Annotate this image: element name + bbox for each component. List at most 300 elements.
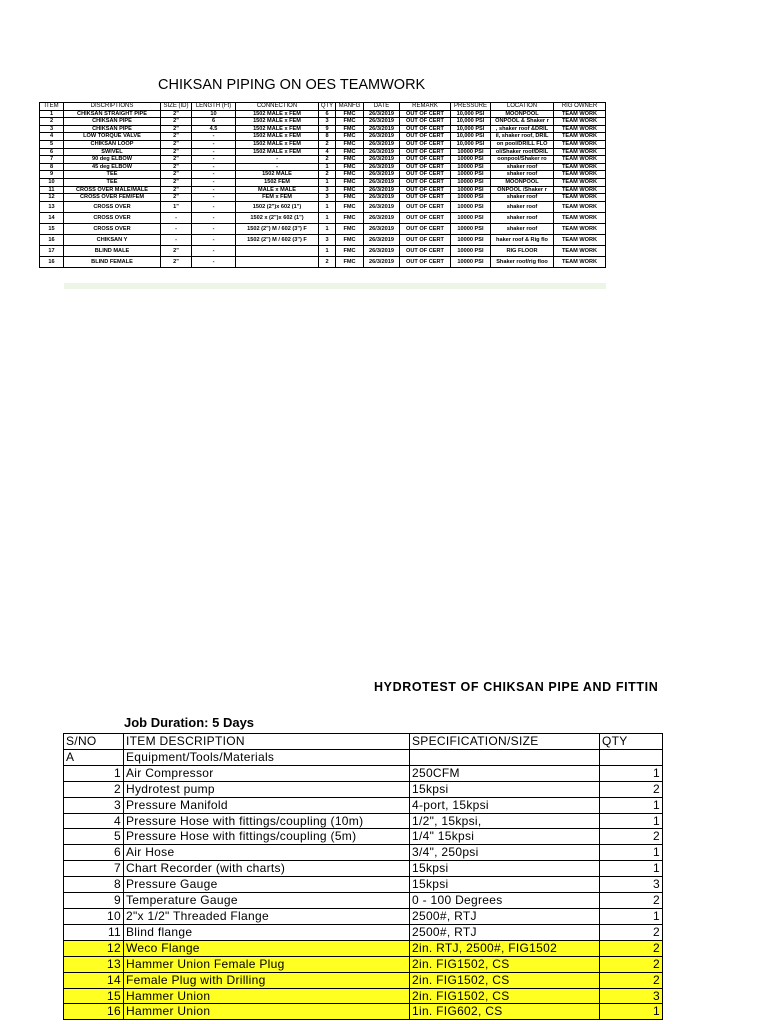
table-cell: 2" [161, 163, 192, 171]
table-cell: FMC [336, 234, 364, 245]
item-qty: 3 [600, 988, 663, 1004]
table-row [64, 1004, 663, 1020]
table-row [40, 178, 606, 186]
table-row [40, 140, 606, 148]
item-description: Air Hose [124, 845, 410, 861]
table-cell: 2" [161, 133, 192, 141]
table-cell: 10000 PSI [451, 201, 491, 212]
table-cell: - [192, 201, 236, 212]
item-description: Female Plug with Drilling [124, 972, 410, 988]
table-cell: 1502 MALE x FEM [236, 148, 319, 156]
table-cell: 1 [319, 163, 336, 171]
table-cell: 26/3/2019 [364, 201, 400, 212]
table-cell: 13 [40, 201, 64, 212]
table-cell: shaker roof [491, 223, 554, 234]
table-cell: 1 [319, 201, 336, 212]
table-cell: 1 [319, 212, 336, 223]
item-qty: 2 [600, 829, 663, 845]
table-cell: 10000 PSI [451, 234, 491, 245]
table-cell: - [192, 245, 236, 256]
table-cell: - [161, 212, 192, 223]
table-cell: FMC [336, 156, 364, 164]
table-cell: 2 [40, 118, 64, 126]
table-cell: - [192, 156, 236, 164]
table-cell: OUT OF CERT [400, 256, 451, 267]
table-cell: 10000 PSI [451, 148, 491, 156]
table-cell: - [161, 234, 192, 245]
table-cell: 16 [40, 256, 64, 267]
table-cell: 10000 PSI [451, 163, 491, 171]
table-cell: 1 [319, 178, 336, 186]
column-header: S/NO [64, 734, 124, 750]
item-qty: 1 [600, 765, 663, 781]
table-cell: 26/3/2019 [364, 156, 400, 164]
table-cell: MALE x MALE [236, 186, 319, 194]
table-cell: 10000 PSI [451, 171, 491, 179]
table-row [64, 956, 663, 972]
table-row [40, 156, 606, 164]
table-cell: 45 deg ELBOW [64, 163, 161, 171]
table-row [64, 861, 663, 877]
table-cell: 2 [319, 140, 336, 148]
item-specification: 1/4" 15kpsi [410, 829, 600, 845]
table-cell: TEAM WORK [554, 186, 606, 194]
item-specification: 2in. FIG1502, CS [410, 956, 600, 972]
table-cell: 2" [161, 245, 192, 256]
table-cell: TEAM WORK [554, 110, 606, 118]
item-description: 2"x 1/2" Threaded Flange [124, 908, 410, 924]
table-row [40, 245, 606, 256]
item-description: Pressure Hose with fittings/coupling (5m) [124, 829, 410, 845]
table-cell: shaker roof [491, 171, 554, 179]
row-number: 15 [64, 988, 124, 1004]
table-cell: FMC [336, 163, 364, 171]
table-cell: 26/3/2019 [364, 194, 400, 202]
table-cell: 10,000 PSI [451, 118, 491, 126]
table-cell: 1 [40, 110, 64, 118]
table-cell: 2" [161, 148, 192, 156]
table-cell: CROSS OVER [64, 201, 161, 212]
group-row [64, 749, 663, 765]
item-description: Chart Recorder (with charts) [124, 861, 410, 877]
row-number: 2 [64, 781, 124, 797]
table-cell: 2" [161, 178, 192, 186]
table-cell: 3 [319, 234, 336, 245]
column-header: SPECIFICATION/SIZE [410, 734, 600, 750]
table-cell: - [161, 223, 192, 234]
item-qty: 1 [600, 845, 663, 861]
table-cell: 10,000 PSI [451, 140, 491, 148]
table-row [40, 212, 606, 223]
item-description: Temperature Gauge [124, 893, 410, 909]
item-description: Blind flange [124, 924, 410, 940]
item-description: Hydrotest pump [124, 781, 410, 797]
column-header: LOCATION [491, 103, 554, 111]
item-qty: 1 [600, 813, 663, 829]
table-cell: TEAM WORK [554, 140, 606, 148]
column-header: QTY [600, 734, 663, 750]
table-row [64, 893, 663, 909]
table-cell: CHIKSAN Y [64, 234, 161, 245]
table-row [40, 194, 606, 202]
table-cell: CHIKSAN PIPE [64, 125, 161, 133]
table-cell: 5 [40, 140, 64, 148]
item-specification: 2in. RTJ, 2500#, FIG1502 [410, 940, 600, 956]
table-cell: TEAM WORK [554, 156, 606, 164]
item-specification: 1in. FIG602, CS [410, 1004, 600, 1020]
table-cell: 10,000 PSI [451, 133, 491, 141]
table-cell: CROSS OVER MALE/MALE [64, 186, 161, 194]
table-cell: TEAM WORK [554, 178, 606, 186]
table-cell: OUT OF CERT [400, 194, 451, 202]
row-number: 6 [64, 845, 124, 861]
column-header: DISCRIPTIONS [64, 103, 161, 111]
table-cell: FMC [336, 110, 364, 118]
table-cell: OUT OF CERT [400, 140, 451, 148]
table-cell: 90 deg ELBOW [64, 156, 161, 164]
table-cell: 26/3/2019 [364, 140, 400, 148]
table-cell: 4 [40, 133, 64, 141]
table-cell [410, 749, 600, 765]
table-cell: OUT OF CERT [400, 156, 451, 164]
column-header: RIG OWNER [554, 103, 606, 111]
item-specification: 15kpsi [410, 781, 600, 797]
table-cell: TEAM WORK [554, 223, 606, 234]
table-cell: FMC [336, 194, 364, 202]
table-cell: 1502 MALE x FEM [236, 125, 319, 133]
column-header: ITEM [40, 103, 64, 111]
table-row [40, 171, 606, 179]
table-cell: 10000 PSI [451, 256, 491, 267]
item-description: Hammer Union [124, 1004, 410, 1020]
table-cell: A [64, 749, 124, 765]
table-cell: 26/3/2019 [364, 133, 400, 141]
section-title: HYDROTEST OF CHIKSAN PIPE AND FITTIN [374, 680, 659, 694]
table-cell: shaker roof [491, 201, 554, 212]
table-cell: BLIND MALE [64, 245, 161, 256]
table-cell: FMC [336, 201, 364, 212]
table-cell [236, 245, 319, 256]
table-cell: 2 [319, 256, 336, 267]
table-cell: TEE [64, 171, 161, 179]
table-row [40, 125, 606, 133]
table-cell: 12 [40, 194, 64, 202]
row-number: 12 [64, 940, 124, 956]
table-cell: Shaker roof/rig floo [491, 256, 554, 267]
table-cell: OUT OF CERT [400, 133, 451, 141]
table-cell: 26/3/2019 [364, 256, 400, 267]
table-cell: FMC [336, 140, 364, 148]
table-cell: OUT OF CERT [400, 118, 451, 126]
table-cell: MOONPOOL [491, 178, 554, 186]
item-description: Pressure Manifold [124, 797, 410, 813]
table-cell: 6 [40, 148, 64, 156]
table-cell: 6 [192, 118, 236, 126]
row-number: 11 [64, 924, 124, 940]
column-header: DATE [364, 103, 400, 111]
table-cell: CHIKSAN STRAIGHT PIPE [64, 110, 161, 118]
column-header: LENGTH (Ft) [192, 103, 236, 111]
table-row [64, 797, 663, 813]
table-cell [236, 256, 319, 267]
table-cell: 2" [161, 186, 192, 194]
table-cell: - [192, 171, 236, 179]
table-cell: 10,000 PSI [451, 110, 491, 118]
item-qty: 1 [600, 861, 663, 877]
table-cell: 26/3/2019 [364, 148, 400, 156]
table-row [64, 781, 663, 797]
table-cell: 1 [319, 245, 336, 256]
table-cell: FMC [336, 186, 364, 194]
table-cell: 2" [161, 256, 192, 267]
table-row [64, 829, 663, 845]
table-cell: CROSS OVER FEM/FEM [64, 194, 161, 202]
table-cell: shaker roof [491, 163, 554, 171]
table-cell: OUT OF CERT [400, 148, 451, 156]
table-cell: FMC [336, 125, 364, 133]
table-cell: 3 [319, 194, 336, 202]
item-qty: 1 [600, 908, 663, 924]
item-description: Hammer Union Female Plug [124, 956, 410, 972]
row-number: 3 [64, 797, 124, 813]
hydrotest-table [63, 733, 663, 1020]
table-cell: 3 [319, 118, 336, 126]
table-cell: 1502 (2")x 602 (1") [236, 201, 319, 212]
item-specification: 2500#, RTJ [410, 924, 600, 940]
table-cell: - [192, 212, 236, 223]
table-cell: - [192, 186, 236, 194]
chiksan-table [39, 102, 606, 268]
table-row [40, 234, 606, 245]
item-qty: 3 [600, 877, 663, 893]
table-cell: FMC [336, 118, 364, 126]
table-cell: 26/3/2019 [364, 125, 400, 133]
item-specification: 15kpsi [410, 877, 600, 893]
table-cell: 4 [319, 148, 336, 156]
table-cell: - [192, 140, 236, 148]
table-cell: - [236, 156, 319, 164]
table-cell: TEAM WORK [554, 163, 606, 171]
row-number: 13 [64, 956, 124, 972]
table-cell: 10000 PSI [451, 156, 491, 164]
table-cell: TEAM WORK [554, 234, 606, 245]
table-row [64, 877, 663, 893]
table-header-row [64, 734, 663, 750]
table-cell: 9 [319, 125, 336, 133]
table-cell: 11 [40, 186, 64, 194]
table-cell: CROSS OVER [64, 223, 161, 234]
table-row [64, 845, 663, 861]
table-cell: 2" [161, 194, 192, 202]
table-cell: TEAM WORK [554, 133, 606, 141]
table-cell: 6 [319, 110, 336, 118]
item-qty: 2 [600, 924, 663, 940]
table-cell: TEAM WORK [554, 125, 606, 133]
table-cell: FMC [336, 212, 364, 223]
green-strip [64, 283, 606, 289]
table-row [40, 133, 606, 141]
column-header: CONNECTION [236, 103, 319, 111]
table-cell: RIG FLOOR [491, 245, 554, 256]
table-cell: - [192, 133, 236, 141]
table-cell: 2 [319, 156, 336, 164]
item-description: Pressure Gauge [124, 877, 410, 893]
table-cell: 26/3/2019 [364, 245, 400, 256]
table-cell: 1502 FEM [236, 178, 319, 186]
table-cell: - [192, 223, 236, 234]
job-duration: Job Duration: 5 Days [124, 715, 255, 730]
table-cell: OUT OF CERT [400, 223, 451, 234]
table-cell: 2" [161, 171, 192, 179]
table-cell: 10000 PSI [451, 194, 491, 202]
row-number: 10 [64, 908, 124, 924]
table-header-row [40, 103, 606, 111]
table-cell: 1502 (2") M / 602 (3") F [236, 234, 319, 245]
table-row [40, 148, 606, 156]
table-cell: 26/3/2019 [364, 178, 400, 186]
item-specification: 15kpsi [410, 861, 600, 877]
table-row [64, 908, 663, 924]
item-qty: 2 [600, 956, 663, 972]
table-cell: 8 [40, 163, 64, 171]
table-cell: 17 [40, 245, 64, 256]
item-specification: 1/2", 15kpsi, [410, 813, 600, 829]
table-cell: FMC [336, 133, 364, 141]
table-row [64, 765, 663, 781]
table-cell: TEE [64, 178, 161, 186]
table-cell: OUT OF CERT [400, 212, 451, 223]
table-cell: FMC [336, 178, 364, 186]
table-row [40, 163, 606, 171]
table-cell: 2" [161, 140, 192, 148]
item-qty: 2 [600, 940, 663, 956]
table-cell: 1502 MALE x FEM [236, 110, 319, 118]
table-cell: - [192, 163, 236, 171]
item-qty: 1 [600, 1004, 663, 1020]
row-number: 8 [64, 877, 124, 893]
table-cell: 15 [40, 223, 64, 234]
table-cell: 10000 PSI [451, 245, 491, 256]
column-header: MANFG [336, 103, 364, 111]
table-cell: - [192, 178, 236, 186]
table-cell: 10,000 PSI [451, 125, 491, 133]
table-cell: MOONPOOL [491, 110, 554, 118]
table-cell: 1502 (2") M / 602 (3") F [236, 223, 319, 234]
table-cell: 10 [192, 110, 236, 118]
item-description: Air Compressor [124, 765, 410, 781]
table-row [64, 813, 663, 829]
table-cell: CHIKSAN LOOP [64, 140, 161, 148]
item-specification: 0 - 100 Degrees [410, 893, 600, 909]
table-cell: TEAM WORK [554, 194, 606, 202]
table-cell: 10000 PSI [451, 223, 491, 234]
item-qty: 2 [600, 781, 663, 797]
item-description: Pressure Hose with fittings/coupling (10m) [124, 813, 410, 829]
table-cell: 7 [40, 156, 64, 164]
table-cell: TEAM WORK [554, 201, 606, 212]
item-specification: 4-port, 15kpsi [410, 797, 600, 813]
table-cell: shaker roof [491, 212, 554, 223]
table-cell: 4.5 [192, 125, 236, 133]
column-header: PRESSURE [451, 103, 491, 111]
table-cell: LOW TORQUE VALVE [64, 133, 161, 141]
table-cell: FEM x FEM [236, 194, 319, 202]
table-cell: 26/3/2019 [364, 118, 400, 126]
table-cell: - [192, 194, 236, 202]
table-cell [600, 749, 663, 765]
table-cell: 1" [161, 201, 192, 212]
table-cell: OUT OF CERT [400, 234, 451, 245]
table-cell: ONPOOL & Shaker r [491, 118, 554, 126]
table-cell: TEAM WORK [554, 245, 606, 256]
table-cell: shaker roof [491, 194, 554, 202]
row-number: 7 [64, 861, 124, 877]
row-number: 1 [64, 765, 124, 781]
item-description: Hammer Union [124, 988, 410, 1004]
table-cell: OUT OF CERT [400, 201, 451, 212]
table-cell: OUT OF CERT [400, 178, 451, 186]
table-cell: OUT OF CERT [400, 125, 451, 133]
table-cell: 14 [40, 212, 64, 223]
table-cell: 9 [40, 171, 64, 179]
row-number: 14 [64, 972, 124, 988]
table-cell: FMC [336, 245, 364, 256]
table-cell: 26/3/2019 [364, 110, 400, 118]
row-number: 4 [64, 813, 124, 829]
table-cell: TEAM WORK [554, 212, 606, 223]
item-specification: 3/4", 250psi [410, 845, 600, 861]
table-row [64, 972, 663, 988]
table-cell: FMC [336, 148, 364, 156]
table-cell: CHIKSAN PIPE [64, 118, 161, 126]
table-cell: 10 [40, 178, 64, 186]
table-row [40, 110, 606, 118]
table-cell: 10000 PSI [451, 186, 491, 194]
table-cell: ol/Shaker roof/DRIL [491, 148, 554, 156]
table-cell: 1 [319, 223, 336, 234]
table-cell: 2" [161, 125, 192, 133]
item-qty: 2 [600, 893, 663, 909]
table-cell: TEAM WORK [554, 171, 606, 179]
item-specification: 2500#, RTJ [410, 908, 600, 924]
table-row [64, 924, 663, 940]
column-header: REMARK [400, 103, 451, 111]
table-cell: OUT OF CERT [400, 163, 451, 171]
table-cell: - [192, 234, 236, 245]
table-row [64, 988, 663, 1004]
column-header: ITEM DESCRIPTION [124, 734, 410, 750]
table-cell: FMC [336, 171, 364, 179]
table-cell: 26/3/2019 [364, 163, 400, 171]
table-cell: SWIVEL [64, 148, 161, 156]
table-cell: - [192, 256, 236, 267]
table-row [64, 940, 663, 956]
table-cell: BLIND FEMALE [64, 256, 161, 267]
table-row [40, 223, 606, 234]
page-title: CHIKSAN PIPING ON OES TEAMWORK [158, 77, 426, 93]
table-cell: TEAM WORK [554, 148, 606, 156]
table-cell: 2" [161, 110, 192, 118]
table-row [40, 186, 606, 194]
table-cell: OUT OF CERT [400, 245, 451, 256]
row-number: 5 [64, 829, 124, 845]
table-cell: il, shaker roof, DRIL [491, 133, 554, 141]
column-header: SIZE (ID) [161, 103, 192, 111]
table-cell: , shaker roof &DRIL [491, 125, 554, 133]
item-qty: 2 [600, 972, 663, 988]
table-cell: - [236, 163, 319, 171]
item-specification: 250CFM [410, 765, 600, 781]
